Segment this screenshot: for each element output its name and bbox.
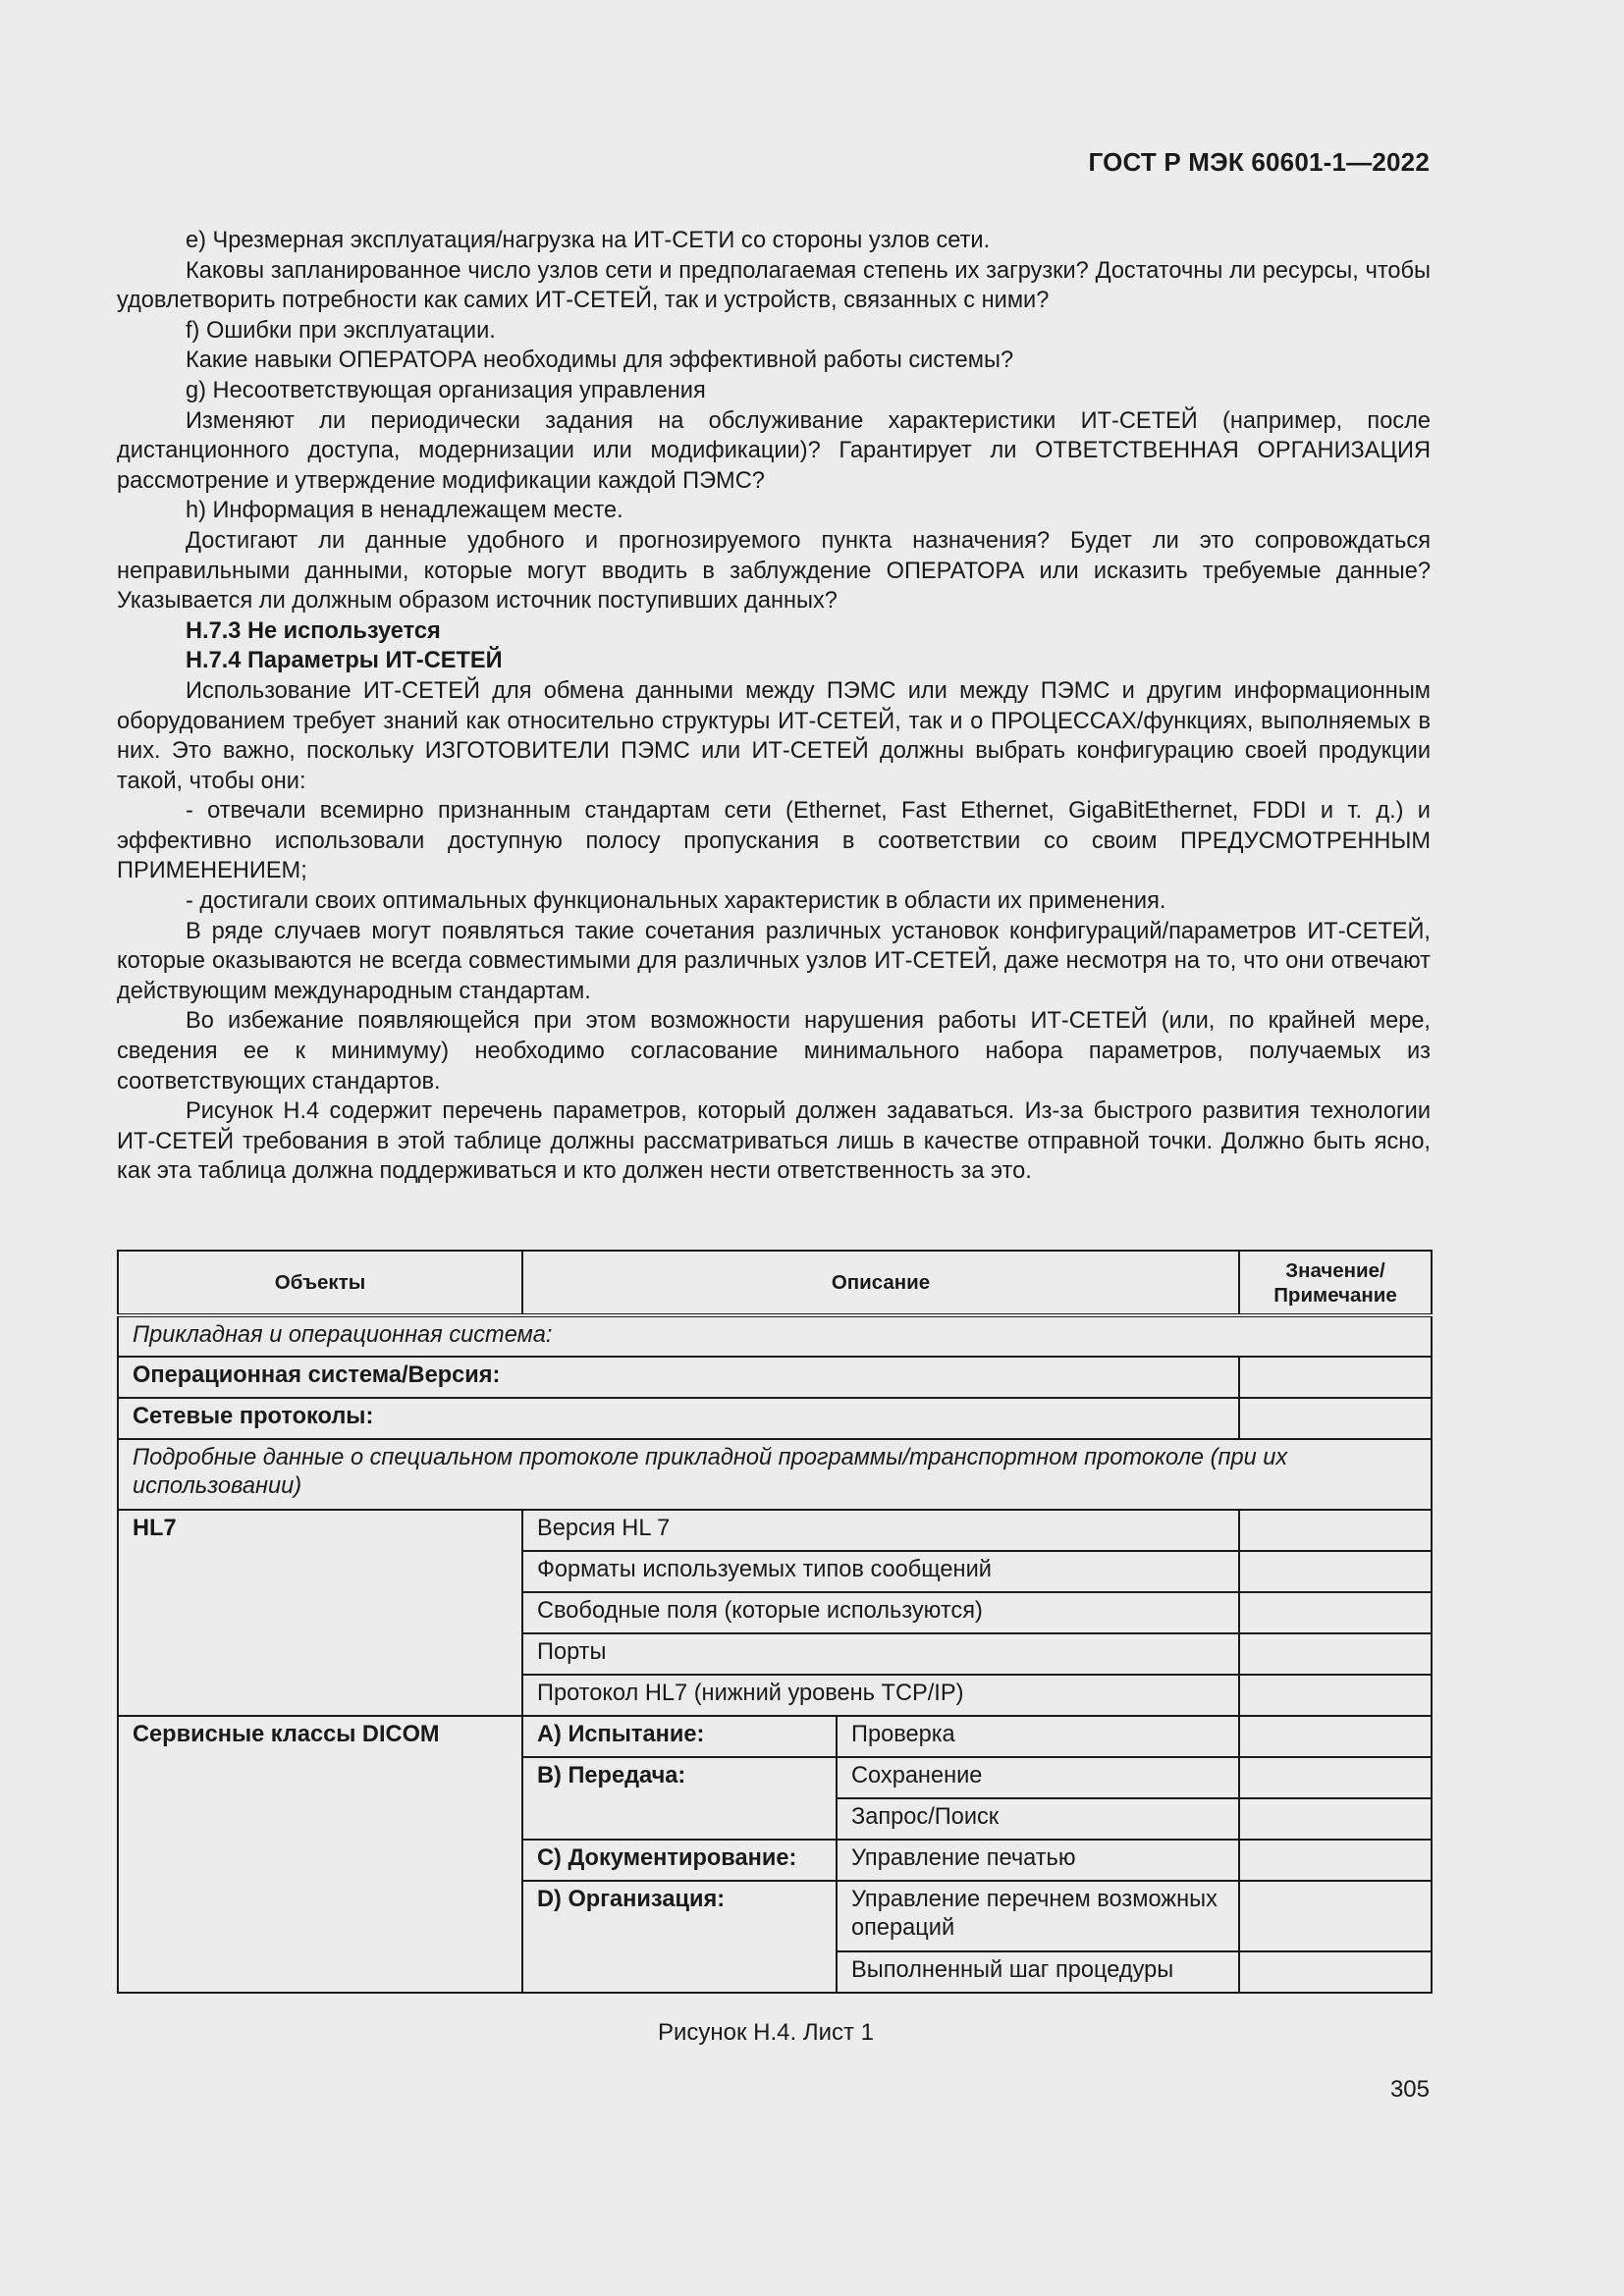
body-text — [117, 226, 1431, 1187]
os-version-row: Операционная система/Версия: — [118, 1357, 1239, 1398]
header-value: Значение/ Примечание — [1239, 1251, 1432, 1315]
paragraph: Во избежание появляющейся при этом возможности нарушения работы ИТ-СЕТЕЙ (или, по крайней мере, сведения ее к минимуму) необходимо согласование минимального набора параметров, получаемых из соответствующих стандартов. — [117, 1008, 1431, 1095]
app-system-row: Прикладная и операционная система: — [118, 1315, 1432, 1357]
paragraph: - достигали своих оптимальных функциональных характеристик в области их применения. — [186, 888, 1166, 915]
hl7-item: Порты — [522, 1633, 1239, 1675]
dicom-item: Сохранение — [837, 1757, 1239, 1798]
net-protocols-row: Сетевые протоколы: — [118, 1398, 1239, 1439]
paragraph: Достигают ли данные удобного и прогнозируемого пункта назначения? Будет ли это сопровождаться неправильными данными, которые могут вводить в заблуждение ОПЕРАТОРА или исказить требуемые данные? Указывается ли должным образом источник поступивших данных? — [117, 527, 1431, 614]
parameters-table — [117, 1250, 1433, 1994]
value-cell — [1239, 1716, 1432, 1757]
paragraph: - отвечали всемирно признанным стандартам сети (Ethernet, Fast Ethernet, GigaBitEthernet, FDDI и т. д.) и эффективно использовали доступную полосу пропускания в соответствии со своим ПРЕДУСМОТРЕННЫМ ПРИМЕНЕНИЕМ; — [117, 798, 1431, 884]
value-cell — [1239, 1633, 1432, 1675]
dicom-item: Управление печатью — [837, 1840, 1239, 1881]
dicom-item: Управление перечнем возможных операций — [837, 1881, 1239, 1951]
protocol-details-row: Подробные данные о специальном протоколе прикладной программы/транспортном протоколе (при их использовании) — [118, 1439, 1432, 1510]
hl7-item: Протокол HL7 (нижний уровень TCP/IP) — [522, 1675, 1239, 1716]
dicom-group-d: D) Организация: — [522, 1881, 837, 1993]
hl7-item: Форматы используемых типов сообщений — [522, 1551, 1239, 1592]
dicom-group-a: A) Испытание: — [522, 1716, 837, 1757]
document-header: ГОСТ Р МЭК 60601-1—2022 — [1088, 147, 1430, 177]
header-objects: Объекты — [118, 1251, 522, 1315]
dicom-item: Выполненный шаг процедуры — [837, 1951, 1239, 1993]
paragraph: Использование ИТ-СЕТЕЙ для обмена данными между ПЭМС или между ПЭМС и другим информационным оборудованием требует знаний как относительно структуры ИТ-СЕТЕЙ, так и о ПРОЦЕССАХ/функциях, выполняемых в них. Это важно, поскольку ИЗГОТОВИТЕЛИ ПЭМС или ИТ-СЕТЕЙ должны выбрать конфигурацию своей продукции такой, чтобы они: — [117, 677, 1431, 794]
page-number: 305 — [1389, 2076, 1430, 2103]
hl7-item: Свободные поля (которые используются) — [522, 1592, 1239, 1633]
paragraph: h) Информация в ненадлежащем месте. — [186, 498, 623, 524]
value-cell — [1239, 1840, 1432, 1881]
section-heading: Н.7.3 Не используется — [186, 617, 441, 644]
paragraph: В ряде случаев могут появляться такие сочетания различных установок конфигураций/параметров ИТ-СЕТЕЙ, которые оказываются не всегда совместимыми для различных узлов ИТ-СЕТЕЙ, даже несмотря на то, что они отвечают действующим международным стандартам. — [117, 918, 1431, 1004]
value-cell — [1239, 1510, 1432, 1551]
dicom-item: Проверка — [837, 1716, 1239, 1757]
value-cell — [1239, 1592, 1432, 1633]
value-cell — [1239, 1757, 1432, 1798]
paragraph: f) Ошибки при эксплуатации. — [186, 317, 496, 344]
paragraph: Какие навыки ОПЕРАТОРА необходимы для эффективной работы системы? — [186, 347, 1014, 374]
paragraph: е) Чрезмерная эксплуатация/нагрузка на ИТ-СЕТИ со стороны узлов сети. — [186, 228, 991, 253]
paragraph: Каковы запланированное число узлов сети и предполагаемая степень их загрузки? Достаточны ли ресурсы, чтобы удовлетворить потребности как самих ИТ-СЕТЕЙ, так и устройств, связанных с ними? — [117, 257, 1431, 314]
value-cell — [1239, 1675, 1432, 1716]
hl7-item: Версия HL 7 — [522, 1510, 1239, 1551]
section-heading: Н.7.4 Параметры ИТ-СЕТЕЙ — [186, 648, 503, 674]
value-cell — [1239, 1357, 1432, 1398]
value-cell — [1239, 1798, 1432, 1840]
figure-caption: Рисунок Н.4. Лист 1 — [657, 2019, 875, 2046]
paragraph: Изменяют ли периодически задания на обслуживание характеристики ИТ-СЕТЕЙ (например, после дистанционного доступа, модернизации или модификации)? Гарантирует ли ОТВЕТСТВЕННАЯ ОРГАНИЗАЦИЯ рассмотрение и утверждение модификации каждой ПЭМС? — [117, 407, 1431, 494]
value-cell — [1239, 1398, 1432, 1439]
header-description: Описание — [522, 1251, 1239, 1315]
dicom-group-c: C) Документирование: — [522, 1840, 837, 1881]
value-cell — [1239, 1551, 1432, 1592]
paragraph: Рисунок Н.4 содержит перечень параметров, который должен задаваться. Из-за быстрого развития технологии ИТ-СЕТЕЙ требования в этой таблице должны рассматриваться лишь в качестве отправной точки. Должно быть ясно, как эта таблица должна поддерживаться и кто должен нести ответственность за это. — [117, 1098, 1431, 1185]
hl7-label: HL7 — [118, 1510, 522, 1716]
dicom-group-b: B) Передача: — [522, 1757, 837, 1840]
dicom-item: Запрос/Поиск — [837, 1798, 1239, 1840]
value-cell — [1239, 1951, 1432, 1993]
paragraph: g) Несоответствующая организация управления — [186, 377, 706, 403]
value-cell — [1239, 1881, 1432, 1951]
dicom-label: Сервисные классы DICOM — [118, 1716, 522, 1993]
